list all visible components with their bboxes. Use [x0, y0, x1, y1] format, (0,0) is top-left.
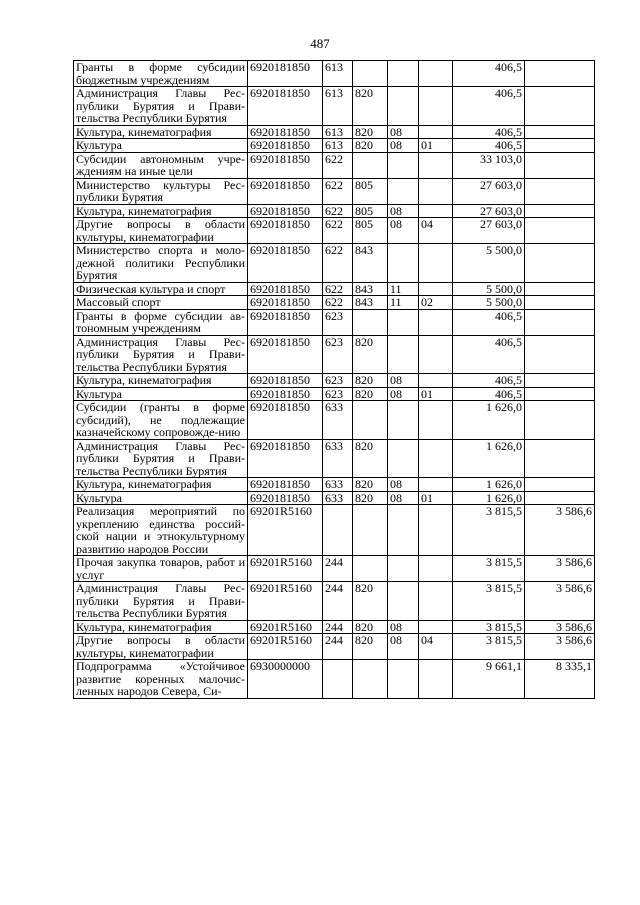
administrator-code-cell: 820 — [353, 439, 388, 478]
amount-year1-cell: 406,5 — [453, 374, 525, 388]
row-name-cell: Администрация Главы Рес-публики Бурятия и Прави-тельства Республики Бурятия — [74, 582, 248, 621]
expense-type-cell: 244 — [323, 620, 353, 634]
row-name-cell: Министерство культуры Рес-публики Бурятия — [74, 178, 248, 204]
subsection-cell: 01 — [419, 491, 453, 505]
target-article-cell: 69201R5160 — [248, 634, 323, 660]
section-cell — [388, 178, 419, 204]
target-article-cell: 6920181850 — [248, 282, 323, 296]
administrator-code-cell: 820 — [353, 335, 388, 374]
amount-year2-cell — [525, 335, 595, 374]
amount-year2-cell — [525, 401, 595, 440]
row-name-cell: Министерство спорта и моло-дежной политики Республики Бурятия — [74, 244, 248, 283]
section-cell — [388, 152, 419, 178]
expense-type-cell: 622 — [323, 282, 353, 296]
subsection-cell — [419, 61, 453, 87]
section-cell — [388, 61, 419, 87]
subsection-cell: 01 — [419, 139, 453, 153]
row-name-cell: Другие вопросы в области культуры, кинематографии — [74, 218, 248, 244]
subsection-cell — [419, 374, 453, 388]
table-row — [74, 582, 595, 621]
row-name-cell: Физическая культура и спорт — [74, 282, 248, 296]
row-name-cell: Субсидии (гранты в форме субсидий), не подлежащие казначейскому сопровожде-нию — [74, 401, 248, 440]
administrator-code-cell: 805 — [353, 178, 388, 204]
budget-table-body — [74, 61, 595, 699]
section-cell — [388, 309, 419, 335]
subsection-cell: 02 — [419, 296, 453, 310]
expense-type-cell: 623 — [323, 309, 353, 335]
section-cell — [388, 401, 419, 440]
amount-year1-cell: 3 815,5 — [453, 620, 525, 634]
administrator-code-cell: 820 — [353, 491, 388, 505]
amount-year1-cell: 27 603,0 — [453, 204, 525, 218]
expense-type-cell: 613 — [323, 139, 353, 153]
amount-year1-cell: 1 626,0 — [453, 401, 525, 440]
section-cell — [388, 87, 419, 126]
subsection-cell — [419, 244, 453, 283]
section-cell: 08 — [388, 634, 419, 660]
amount-year2-cell — [525, 491, 595, 505]
table-row — [74, 152, 595, 178]
subsection-cell — [419, 152, 453, 178]
administrator-code-cell — [353, 556, 388, 582]
target-article-cell: 6920181850 — [248, 125, 323, 139]
expense-type-cell: 622 — [323, 244, 353, 283]
target-article-cell: 69201R5160 — [248, 505, 323, 556]
amount-year1-cell: 27 603,0 — [453, 178, 525, 204]
target-article-cell: 6920181850 — [248, 87, 323, 126]
expense-type-cell — [323, 660, 353, 699]
table-row — [74, 505, 595, 556]
amount-year2-cell — [525, 439, 595, 478]
target-article-cell: 6920181850 — [248, 204, 323, 218]
subsection-cell — [419, 204, 453, 218]
table-row — [74, 620, 595, 634]
table-row — [74, 218, 595, 244]
administrator-code-cell — [353, 660, 388, 699]
expense-type-cell: 244 — [323, 582, 353, 621]
amount-year2-cell: 3 586,6 — [525, 582, 595, 621]
amount-year2-cell — [525, 374, 595, 388]
amount-year2-cell — [525, 204, 595, 218]
section-cell: 08 — [388, 204, 419, 218]
subsection-cell — [419, 282, 453, 296]
page-number: 487 — [310, 36, 330, 51]
table-row — [74, 401, 595, 440]
subsection-cell — [419, 439, 453, 478]
section-cell: 11 — [388, 296, 419, 310]
amount-year2-cell — [525, 218, 595, 244]
expense-type-cell: 622 — [323, 152, 353, 178]
amount-year1-cell: 406,5 — [453, 139, 525, 153]
target-article-cell: 6920181850 — [248, 218, 323, 244]
target-article-cell: 6920181850 — [248, 152, 323, 178]
row-name-cell: Культура — [74, 139, 248, 153]
table-row — [74, 309, 595, 335]
administrator-code-cell: 820 — [353, 582, 388, 621]
expense-type-cell: 623 — [323, 374, 353, 388]
section-cell: 08 — [388, 139, 419, 153]
expense-type-cell: 633 — [323, 401, 353, 440]
subsection-cell — [419, 478, 453, 492]
section-cell: 08 — [388, 218, 419, 244]
amount-year2-cell — [525, 125, 595, 139]
amount-year2-cell: 3 586,6 — [525, 556, 595, 582]
table-row — [74, 491, 595, 505]
amount-year1-cell: 406,5 — [453, 125, 525, 139]
row-name-cell: Культура — [74, 387, 248, 401]
amount-year1-cell: 9 661,1 — [453, 660, 525, 699]
table-row — [74, 244, 595, 283]
expense-type-cell: 633 — [323, 478, 353, 492]
amount-year1-cell: 5 500,0 — [453, 282, 525, 296]
table-row — [74, 282, 595, 296]
row-name-cell: Культура, кинематография — [74, 620, 248, 634]
target-article-cell: 6920181850 — [248, 491, 323, 505]
subsection-cell: 04 — [419, 634, 453, 660]
section-cell — [388, 582, 419, 621]
administrator-code-cell — [353, 401, 388, 440]
administrator-code-cell: 820 — [353, 634, 388, 660]
subsection-cell — [419, 178, 453, 204]
expense-type-cell: 633 — [323, 439, 353, 478]
row-name-cell: Администрация Главы Рес-публики Бурятия и Прави-тельства Республики Бурятия — [74, 439, 248, 478]
amount-year1-cell: 1 626,0 — [453, 439, 525, 478]
administrator-code-cell: 820 — [353, 620, 388, 634]
amount-year2-cell — [525, 244, 595, 283]
amount-year2-cell — [525, 139, 595, 153]
amount-year1-cell: 3 815,5 — [453, 505, 525, 556]
section-cell: 08 — [388, 491, 419, 505]
subsection-cell: 04 — [419, 218, 453, 244]
amount-year2-cell: 3 586,6 — [525, 620, 595, 634]
section-cell — [388, 660, 419, 699]
subsection-cell — [419, 125, 453, 139]
target-article-cell: 69201R5160 — [248, 582, 323, 621]
amount-year2-cell — [525, 478, 595, 492]
row-name-cell: Администрация Главы Рес-публики Бурятия и Прави-тельства Республики Бурятия — [74, 335, 248, 374]
amount-year1-cell: 406,5 — [453, 335, 525, 374]
amount-year1-cell: 1 626,0 — [453, 478, 525, 492]
amount-year2-cell: 3 586,6 — [525, 505, 595, 556]
administrator-code-cell: 843 — [353, 244, 388, 283]
subsection-cell — [419, 401, 453, 440]
target-article-cell: 6920181850 — [248, 244, 323, 283]
table-row — [74, 478, 595, 492]
table-row — [74, 125, 595, 139]
target-article-cell: 6920181850 — [248, 439, 323, 478]
section-cell — [388, 556, 419, 582]
row-name-cell: Массовый спорт — [74, 296, 248, 310]
expense-type-cell: 633 — [323, 491, 353, 505]
row-name-cell: Прочая закупка товаров, работ и услуг — [74, 556, 248, 582]
subsection-cell — [419, 335, 453, 374]
section-cell — [388, 439, 419, 478]
amount-year2-cell — [525, 87, 595, 126]
target-article-cell: 6920181850 — [248, 309, 323, 335]
table-row — [74, 87, 595, 126]
section-cell: 08 — [388, 478, 419, 492]
table-row — [74, 335, 595, 374]
subsection-cell — [419, 87, 453, 126]
amount-year1-cell: 27 603,0 — [453, 218, 525, 244]
row-name-cell: Субсидии автономным учре-ждениям на иные цели — [74, 152, 248, 178]
expense-type-cell: 613 — [323, 125, 353, 139]
table-row — [74, 61, 595, 87]
target-article-cell: 6920181850 — [248, 61, 323, 87]
table-row — [74, 387, 595, 401]
subsection-cell — [419, 309, 453, 335]
section-cell: 08 — [388, 620, 419, 634]
expense-type-cell: 613 — [323, 61, 353, 87]
target-article-cell: 6920181850 — [248, 178, 323, 204]
section-cell: 08 — [388, 125, 419, 139]
target-article-cell: 6920181850 — [248, 478, 323, 492]
expense-type-cell: 244 — [323, 634, 353, 660]
subsection-cell — [419, 556, 453, 582]
amount-year2-cell — [525, 387, 595, 401]
administrator-code-cell — [353, 152, 388, 178]
amount-year2-cell: 3 586,6 — [525, 634, 595, 660]
section-cell — [388, 244, 419, 283]
table-row — [74, 439, 595, 478]
amount-year2-cell — [525, 282, 595, 296]
amount-year1-cell: 1 626,0 — [453, 491, 525, 505]
expense-type-cell: 622 — [323, 296, 353, 310]
target-article-cell: 6920181850 — [248, 296, 323, 310]
administrator-code-cell: 820 — [353, 478, 388, 492]
administrator-code-cell: 820 — [353, 139, 388, 153]
subsection-cell — [419, 660, 453, 699]
row-name-cell: Гранты в форме субсидии ав-тономным учреждениям — [74, 309, 248, 335]
target-article-cell: 6920181850 — [248, 335, 323, 374]
row-name-cell: Гранты в форме субсидии бюджетным учреждениям — [74, 61, 248, 87]
administrator-code-cell: 843 — [353, 282, 388, 296]
row-name-cell: Культура, кинематография — [74, 204, 248, 218]
amount-year1-cell: 406,5 — [453, 61, 525, 87]
amount-year1-cell: 3 815,5 — [453, 556, 525, 582]
row-name-cell: Подпрограмма «Устойчивое развитие коренных малочис-ленных народов Севера, Си- — [74, 660, 248, 699]
table-row — [74, 296, 595, 310]
expense-type-cell: 623 — [323, 335, 353, 374]
administrator-code-cell: 820 — [353, 387, 388, 401]
administrator-code-cell: 820 — [353, 87, 388, 126]
target-article-cell: 69201R5160 — [248, 620, 323, 634]
amount-year2-cell — [525, 61, 595, 87]
section-cell: 08 — [388, 374, 419, 388]
subsection-cell — [419, 505, 453, 556]
row-name-cell: Реализация мероприятий по укреплению единства россий-ской нации и этнокультурному развитию народов России — [74, 505, 248, 556]
target-article-cell: 6930000000 — [248, 660, 323, 699]
amount-year1-cell: 5 500,0 — [453, 296, 525, 310]
table-row — [74, 139, 595, 153]
administrator-code-cell: 805 — [353, 204, 388, 218]
administrator-code-cell — [353, 309, 388, 335]
row-name-cell: Культура — [74, 491, 248, 505]
amount-year1-cell: 33 103,0 — [453, 152, 525, 178]
target-article-cell: 6920181850 — [248, 374, 323, 388]
expense-type-cell: 622 — [323, 218, 353, 244]
section-cell — [388, 335, 419, 374]
table-row — [74, 374, 595, 388]
amount-year2-cell — [525, 309, 595, 335]
expense-type-cell: 622 — [323, 204, 353, 218]
section-cell: 11 — [388, 282, 419, 296]
amount-year2-cell — [525, 178, 595, 204]
table-row — [74, 634, 595, 660]
table-row — [74, 660, 595, 699]
amount-year1-cell: 3 815,5 — [453, 582, 525, 621]
section-cell — [388, 505, 419, 556]
table-row — [74, 178, 595, 204]
subsection-cell — [419, 620, 453, 634]
amount-year1-cell: 5 500,0 — [453, 244, 525, 283]
row-name-cell: Культура, кинематография — [74, 478, 248, 492]
row-name-cell: Другие вопросы в области культуры, кинематографии — [74, 634, 248, 660]
amount-year1-cell: 406,5 — [453, 387, 525, 401]
target-article-cell: 6920181850 — [248, 139, 323, 153]
administrator-code-cell: 805 — [353, 218, 388, 244]
administrator-code-cell — [353, 505, 388, 556]
expense-type-cell: 613 — [323, 87, 353, 126]
amount-year1-cell: 406,5 — [453, 87, 525, 126]
row-name-cell: Культура, кинематография — [74, 125, 248, 139]
administrator-code-cell — [353, 61, 388, 87]
amount-year2-cell: 8 335,1 — [525, 660, 595, 699]
administrator-code-cell: 843 — [353, 296, 388, 310]
target-article-cell: 6920181850 — [248, 401, 323, 440]
amount-year2-cell — [525, 152, 595, 178]
expense-type-cell: 622 — [323, 178, 353, 204]
section-cell: 08 — [388, 387, 419, 401]
budget-table — [73, 60, 595, 699]
expense-type-cell: 623 — [323, 387, 353, 401]
amount-year1-cell: 3 815,5 — [453, 634, 525, 660]
subsection-cell — [419, 582, 453, 621]
subsection-cell: 01 — [419, 387, 453, 401]
target-article-cell: 69201R5160 — [248, 556, 323, 582]
expense-type-cell: 244 — [323, 556, 353, 582]
administrator-code-cell: 820 — [353, 125, 388, 139]
row-name-cell: Культура, кинематография — [74, 374, 248, 388]
amount-year1-cell: 406,5 — [453, 309, 525, 335]
table-row — [74, 204, 595, 218]
expense-type-cell — [323, 505, 353, 556]
row-name-cell: Администрация Главы Рес-публики Бурятия и Прави-тельства Республики Бурятия — [74, 87, 248, 126]
amount-year2-cell — [525, 296, 595, 310]
table-row — [74, 556, 595, 582]
target-article-cell: 6920181850 — [248, 387, 323, 401]
administrator-code-cell: 820 — [353, 374, 388, 388]
